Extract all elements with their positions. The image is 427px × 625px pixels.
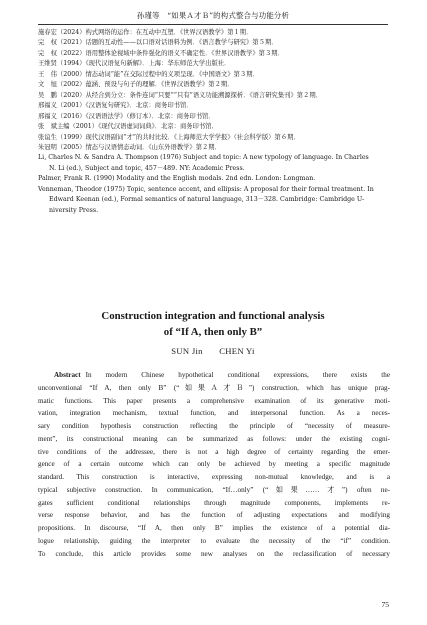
reference-entry: 邢福义（2001）《汉语复句研究》．北京：商务印书馆． (38, 102, 193, 110)
abstract-text: tive conditions of the addressee, there is not a high degree of certainty regarding the emer- (38, 447, 390, 456)
reference-entry: 张谊生（1999）现代汉语副词“才”的共时比较．《上海师范大学学报》（社会科学版）第６期． (38, 133, 300, 141)
abstract-text: To conclude, this article provides some new analyses on the reclassification of necessary (38, 549, 390, 558)
abstract-line (38, 522, 390, 535)
reference-entry: N. Li (ed.), Subject and topic, 457－489. NY: Academic Press. (49, 164, 245, 172)
reference-entry: Li, Charles N. & Sandra A. Thompson (1976) Subject and topic: A new typology of language. In Charles (38, 154, 369, 162)
article-title-line-2: of “If A, then only B” (163, 326, 263, 338)
abstract-block (38, 369, 390, 560)
abstract-line (38, 420, 390, 433)
abstract-line (38, 535, 390, 548)
reference-entry: 王维贤（1994）《现代汉语复句新解》．上海：华东师范大学出版社． (38, 60, 231, 68)
abstract-text: propositions. In discourse, “If A, then only B” implies the existence of a potential dia- (38, 524, 390, 532)
abstract-text: matic functions. This paper presents a comprehensive examination of its generative moti- (38, 396, 390, 405)
abstract-label: Abstract (54, 371, 81, 379)
abstract-line (38, 484, 390, 497)
reference-entry: 吴 鹏（2020）从经合到分立：条件连词“只要”“只有”语义功能溯源探析．《语言研究集刊》第２期． (38, 91, 322, 99)
reference-entry: 朱冠明（2005）情态与汉语情态动词．《山东外语教学》第２期． (38, 143, 221, 151)
author-name: SUN Jin (171, 346, 203, 356)
abstract-text: unconventional “If A, then only B” (“如果Ａ才Ｂ”) construction, which has unique prag- (38, 383, 390, 392)
abstract-line (38, 509, 390, 522)
abstract-text: sary condition hypothesis construction reflecting the principle of “necessity of measure- (38, 422, 390, 430)
reference-entry: Venneman, Theodor (1975) Topic, sentence accent, and ellipsis: A proposal for their formal treatment. In (38, 185, 374, 193)
abstract-line (38, 382, 390, 395)
abstract-line (38, 458, 390, 471)
reference-entry: 完 权（2021）话题的互动性——以口语对话语料为例．《语言教学与研究》第５期． (38, 39, 278, 47)
abstract-text: ment”, its constructional meaning can be summarized as follows: under the existing cogni- (38, 434, 390, 443)
reference-entry: 张 斌主编（2001）《现代汉语虚词词典》．北京：商务印书馆． (38, 123, 218, 131)
abstract-text: gence of a certain outcome which can only be achieved by meeting a specific magnitude (38, 460, 390, 469)
running-head: 孙瑾等 “如果Ａ才Ｂ”的构式整合与功能分析 (136, 11, 290, 20)
abstract-line (38, 446, 390, 459)
reference-entry: Edward Keenan (ed.), Formal semantics of natural language, 313－328. Cambridge: Cambridge U- (49, 196, 365, 204)
reference-entry: Palmer, Frank R. (1990) Modality and the English modals. 2nd edn. London: Longman. (38, 175, 316, 183)
article-title-line-1: Construction integration and functional analysis (101, 310, 325, 322)
page-number: 75 (381, 600, 389, 609)
reference-entry: niversity Press. (49, 206, 99, 214)
reference-entry: 文 旭（2002）蕴涵、预设与句子的理解．《世界汉语教学》第２期． (38, 81, 234, 89)
author-name: CHEN Yi (219, 346, 255, 356)
abstract-text: logue relationship, guiding the interpreter to evaluate the necessity of the “if” condition. (38, 536, 390, 545)
abstract-line (38, 395, 390, 408)
abstract-text: typical subjective construction. In communication, “If…only” (“如果……才”) often ne- (38, 485, 390, 494)
author-line (38, 346, 388, 356)
abstract-line (38, 548, 390, 561)
abstract-line (38, 369, 390, 382)
reference-entry: 完 权（2022）语用整体论视域中条件强化的语义不确定性．《世界汉语教学》第３期． (38, 49, 284, 57)
reference-list (38, 28, 390, 216)
abstract-line (38, 471, 390, 484)
reference-entry: 王 伟（2000）情态动词“能”在交际过程中的义项呈现．《中国语文》第３期． (38, 70, 259, 78)
abstract-text: verse response behavior, and has the function of adjusting expectations and modifying (38, 511, 390, 520)
header-rule (38, 24, 388, 25)
abstract-text: In modern Chinese hypothetical conditional expressions, there exists the (85, 371, 390, 379)
abstract-text: gates sufficient conditional relationships through magnitude components, implements re- (38, 498, 390, 507)
abstract-line (38, 407, 390, 420)
abstract-line (38, 497, 390, 510)
abstract-line (38, 433, 390, 446)
abstract-text: standard. This construction is interactive, expressing non-mutual knowledge, and is a (38, 473, 390, 481)
reference-entry: 施春宏（2024）构式网络的运作：在互动中互塑．《世界汉语教学》第１期． (38, 29, 253, 36)
reference-entry: 邢福义（2016）《汉语语法学》（修订本）．北京：商务印书馆． (38, 112, 215, 120)
abstract-text: vation, integration mechanism, textual function, and interpersonal function. As a neces- (38, 409, 390, 418)
